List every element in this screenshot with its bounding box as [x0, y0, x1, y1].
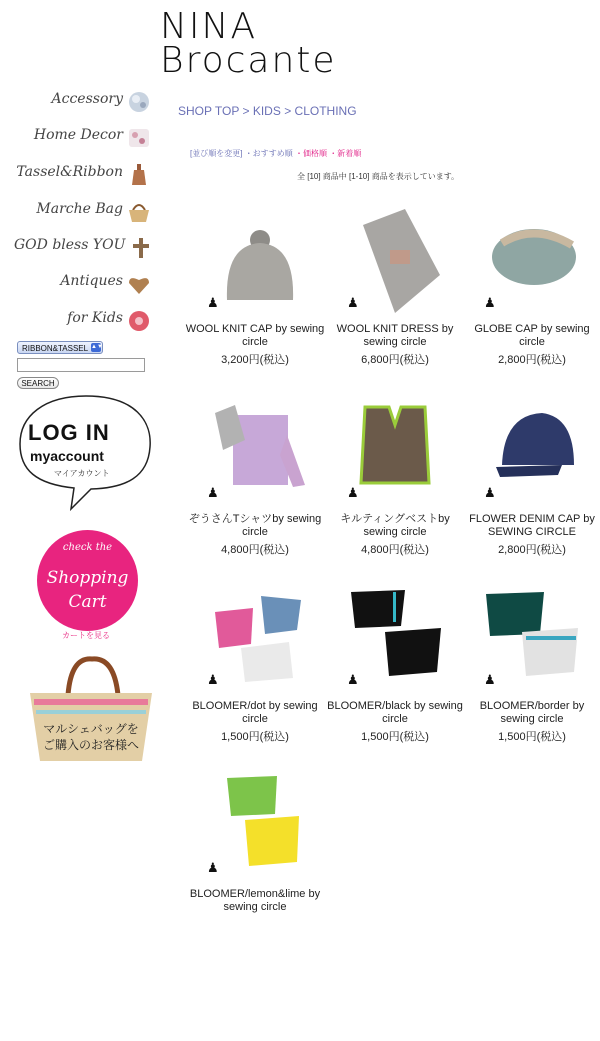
- accessory-icon: [126, 90, 152, 114]
- category-select-value: RIBBON&TASSEL: [22, 344, 89, 353]
- penguin-logo-icon: ♟: [484, 295, 496, 310]
- nav-marche-bag[interactable]: [14, 200, 152, 224]
- product-price: 2,800円(税込): [498, 544, 566, 556]
- basket-line-2: ご購入のお客様へ: [42, 738, 139, 752]
- site-logo[interactable]: [160, 6, 380, 81]
- breadcrumb-separator: >: [280, 104, 295, 118]
- product-name[interactable]: FLOWER DENIM CAP by SEWING CIRCLE: [469, 513, 595, 538]
- product-card[interactable]: [185, 395, 325, 557]
- product-card[interactable]: [462, 395, 600, 557]
- product-price: 1,500円(税込): [498, 731, 566, 743]
- product-image[interactable]: [482, 395, 582, 505]
- search-button[interactable]: SEARCH: [17, 377, 59, 389]
- nav-home-decor[interactable]: [14, 126, 152, 150]
- product-name[interactable]: WOOL KNIT CAP by sewing circle: [185, 323, 325, 348]
- product-image[interactable]: [205, 770, 305, 880]
- nav-label: Marche Bag: [36, 201, 123, 217]
- product-card[interactable]: [462, 205, 600, 367]
- product-image[interactable]: [345, 205, 445, 315]
- knit-cap-icon: [205, 205, 305, 315]
- nav-label: for Kids: [67, 310, 123, 326]
- breadcrumb-clothing[interactable]: CLOTHING: [294, 104, 357, 118]
- product-name[interactable]: BLOOMER/dot by sewing circle: [192, 700, 318, 725]
- product-price: 4,800円(税込): [221, 544, 289, 556]
- breadcrumb-separator: >: [239, 104, 253, 118]
- shopping-cart-button[interactable]: [37, 530, 138, 631]
- flower-icon: [126, 309, 152, 333]
- penguin-logo-icon: ♟: [207, 295, 219, 310]
- penguin-logo-icon: ♟: [347, 672, 359, 687]
- pillow-icon: [126, 126, 152, 150]
- breadcrumb: [178, 104, 357, 118]
- product-image[interactable]: [482, 582, 582, 692]
- cart-line-3: Cart: [68, 592, 107, 612]
- product-price: 1,500円(税込): [361, 731, 429, 743]
- product-name[interactable]: BLOOMER/lemon&lime by sewing circle: [189, 888, 321, 913]
- penguin-logo-icon: ♟: [484, 485, 496, 500]
- denim-cap-icon: [482, 395, 582, 505]
- globe-cap-icon: [482, 205, 582, 315]
- product-image[interactable]: [345, 395, 445, 505]
- sort-price-link[interactable]: ・価格順: [295, 149, 328, 158]
- product-price: 1,500円(税込): [221, 731, 289, 743]
- nav-for-kids[interactable]: [14, 309, 152, 333]
- product-card[interactable]: [325, 582, 465, 744]
- login-button[interactable]: [16, 392, 156, 512]
- product-name[interactable]: WOOL KNIT DRESS by sewing circle: [336, 323, 454, 348]
- marche-bag-banner[interactable]: [26, 655, 156, 765]
- breadcrumb-shop-top[interactable]: SHOP TOP: [178, 104, 240, 118]
- nav-label: Antiques: [60, 273, 123, 289]
- product-image[interactable]: [482, 205, 582, 315]
- penguin-logo-icon: ♟: [207, 485, 219, 500]
- cart-line-1: check the: [62, 542, 113, 553]
- product-name[interactable]: BLOOMER/black by sewing circle: [327, 700, 463, 725]
- product-price: 3,200円(税込): [221, 354, 289, 366]
- product-price: 2,800円(税込): [498, 354, 566, 366]
- penguin-logo-icon: ♟: [207, 672, 219, 687]
- tassel-icon: [126, 163, 152, 187]
- penguin-logo-icon: ♟: [207, 860, 219, 875]
- product-card[interactable]: [325, 205, 465, 367]
- product-price: 4,800円(税込): [361, 544, 429, 556]
- product-card[interactable]: [325, 395, 465, 557]
- heart-icon: [126, 272, 152, 296]
- penguin-logo-icon: ♟: [484, 672, 496, 687]
- nav-label: GOD bless YOU: [14, 237, 126, 253]
- product-card[interactable]: [185, 770, 325, 916]
- sidebar-nav: [14, 88, 152, 338]
- result-count: 全 [10] 商品中 [1-10] 商品を表示しています。: [297, 172, 460, 181]
- bloomer-border-icon: [482, 582, 582, 692]
- login-caption: マイアカウント: [54, 469, 110, 478]
- logo-line-2: Brocante: [160, 40, 337, 81]
- product-image[interactable]: [205, 582, 305, 692]
- product-image[interactable]: [205, 205, 305, 315]
- quilted-vest-icon: [345, 395, 445, 505]
- bloomer-black-icon: [345, 582, 445, 692]
- cross-icon: [128, 236, 152, 260]
- sort-new-link[interactable]: ・新着順: [329, 149, 362, 158]
- basket-icon: [126, 200, 152, 224]
- product-name[interactable]: ぞうさんTシャツby sewing circle: [188, 513, 322, 538]
- bloomer-dot-icon: [205, 582, 305, 692]
- category-select[interactable]: [17, 341, 103, 354]
- penguin-logo-icon: ♟: [347, 295, 359, 310]
- penguin-logo-icon: ♟: [347, 485, 359, 500]
- elephant-tshirt-icon: [205, 395, 305, 505]
- product-grid: [180, 200, 600, 920]
- nav-label: Accessory: [51, 91, 123, 107]
- cart-line-2: Shopping: [46, 568, 129, 588]
- nav-god-bless-you[interactable]: [14, 236, 152, 260]
- sort-label: [並び順を変更]: [190, 149, 243, 158]
- product-card[interactable]: [462, 582, 600, 744]
- nav-antiques[interactable]: [14, 272, 152, 296]
- product-image[interactable]: [205, 395, 305, 505]
- logo-line-1: NINA: [160, 6, 258, 47]
- sort-bar: [190, 148, 361, 159]
- product-card[interactable]: [185, 205, 325, 367]
- product-card[interactable]: [185, 582, 325, 744]
- chevron-down-icon: ▲▼: [91, 344, 103, 350]
- nav-accessory[interactable]: [14, 90, 152, 114]
- view-cart-link[interactable]: カートを見る: [62, 631, 110, 640]
- nav-tassel-ribbon[interactable]: [14, 163, 152, 187]
- nav-label: Home Decor: [33, 127, 123, 143]
- knit-dress-icon: [345, 205, 445, 315]
- breadcrumb-kids[interactable]: KIDS: [252, 104, 281, 118]
- login-title: LOG IN: [28, 420, 110, 445]
- product-image[interactable]: [345, 582, 445, 692]
- basket-line-1: マルシェバッグを: [43, 722, 139, 736]
- product-price: 6,800円(税込): [361, 354, 429, 366]
- login-subtitle: myaccount: [30, 448, 104, 464]
- product-name[interactable]: キルティングベストby sewing circle: [340, 513, 450, 538]
- bloomer-lemon-lime-icon: [205, 770, 305, 880]
- product-name[interactable]: GLOBE CAP by sewing circle: [474, 323, 590, 348]
- product-name[interactable]: BLOOMER/border by sewing circle: [479, 700, 585, 725]
- nav-label: Tassel&Ribbon: [16, 164, 123, 180]
- search-input[interactable]: [17, 358, 145, 372]
- sort-recommended: ・おすすめ順: [244, 149, 293, 158]
